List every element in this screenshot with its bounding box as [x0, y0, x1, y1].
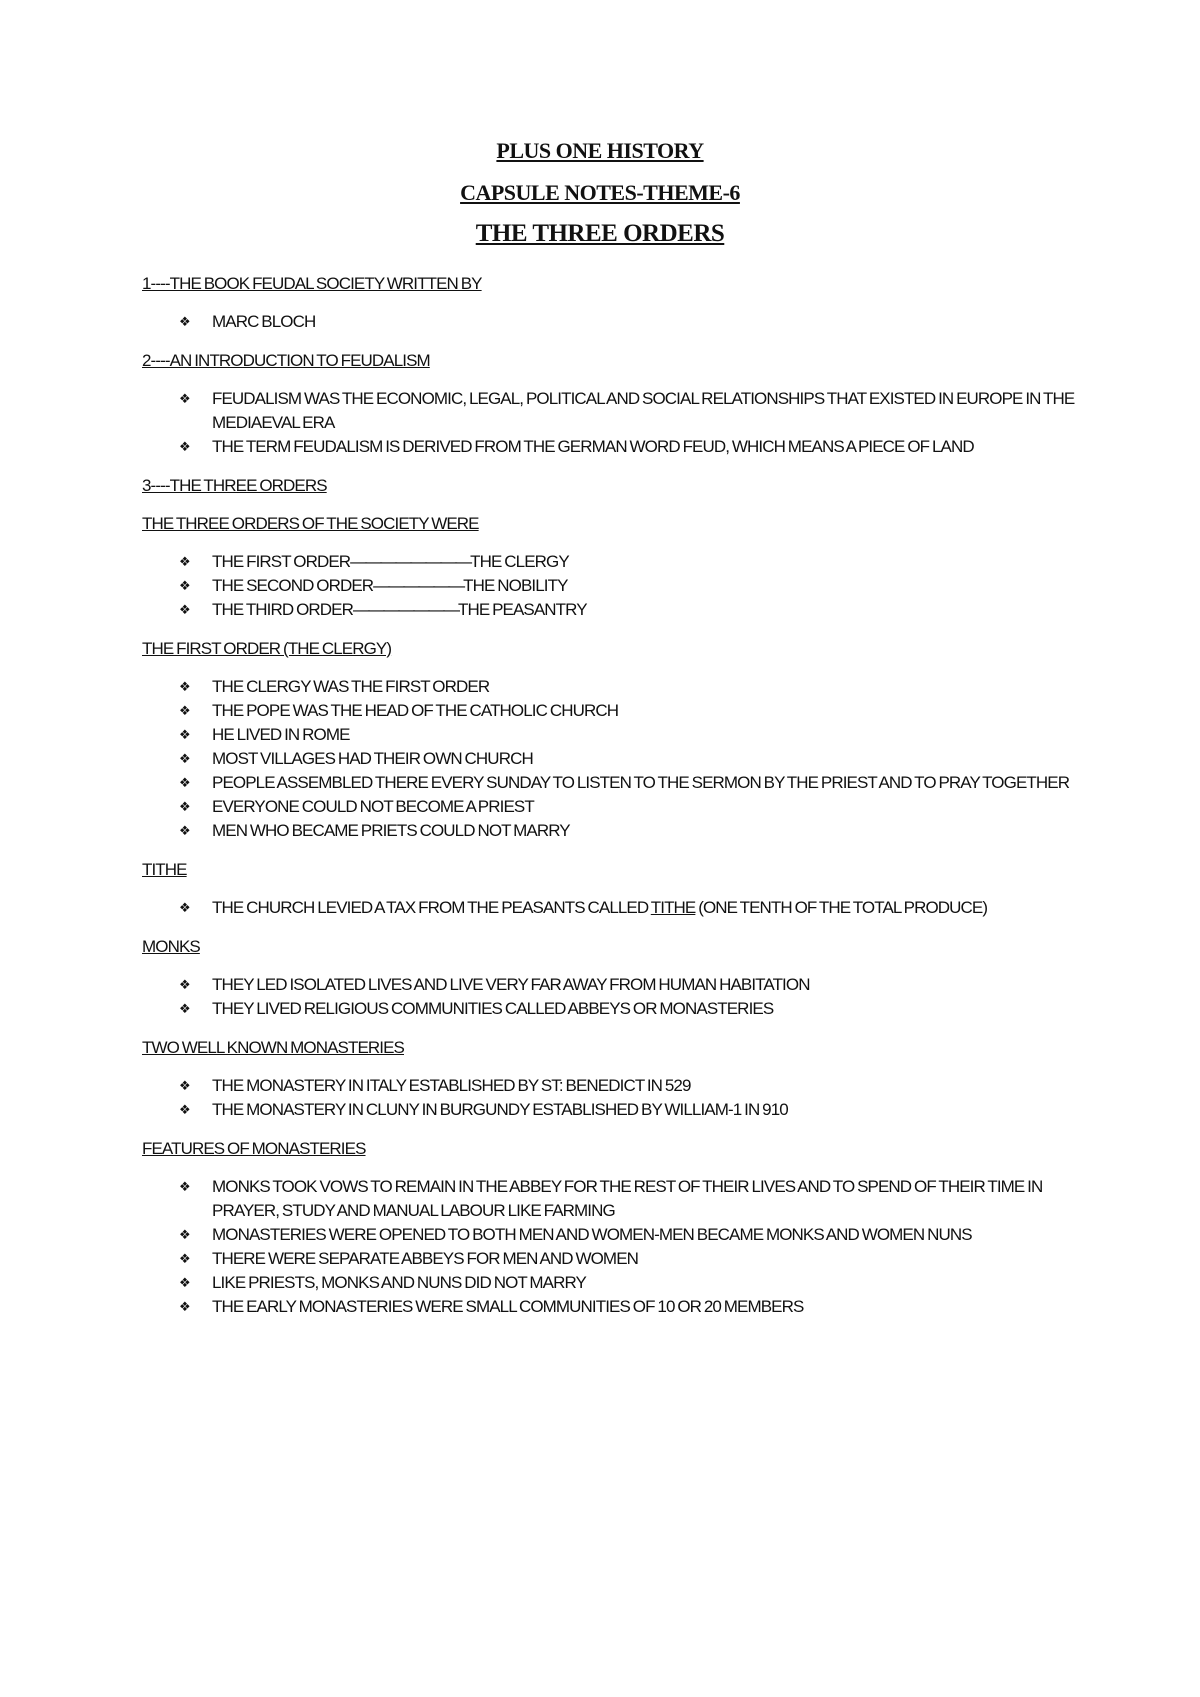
section-heading-introduction: 2----AN INTRODUCTION TO FEUDALISM	[142, 351, 430, 370]
diamond-bullet-icon: ❖	[179, 727, 190, 742]
tithe-term: TITHE	[650, 898, 696, 917]
bullet-list-introduction	[142, 387, 1082, 459]
diamond-bullet-icon: ❖	[179, 1179, 190, 1194]
list-item: ❖ THE EARLY MONASTERIES WERE SMALL COMMUNITIES OF 10 OR 20 MEMBERS	[212, 1295, 1082, 1319]
dash-separator: ———————	[352, 600, 458, 619]
list-item: ❖ EVERYONE COULD NOT BECOME A PRIEST	[212, 795, 1082, 819]
list-item: ❖ THERE WERE SEPARATE ABBEYS FOR MEN AND WOMEN	[212, 1247, 1082, 1271]
diamond-bullet-icon: ❖	[179, 1251, 190, 1266]
diamond-bullet-icon: ❖	[179, 314, 190, 329]
bullet-list-two-monasteries	[142, 1074, 1082, 1122]
section-heading-clergy: THE FIRST ORDER (THE CLERGY)	[142, 639, 392, 658]
diamond-bullet-icon: ❖	[179, 578, 190, 593]
list-item: ❖ PEOPLE ASSEMBLED THERE EVERY SUNDAY TO LISTEN TO THE SERMON BY THE PRIEST AND TO PRAY TOGETHER	[212, 771, 1082, 795]
diamond-bullet-icon: ❖	[179, 391, 190, 406]
diamond-bullet-icon: ❖	[179, 1078, 190, 1093]
list-item: ❖ THE THIRD ORDER———————THE PEASANTRY	[212, 598, 1082, 622]
dash-separator: ————————	[350, 552, 471, 571]
bullet-list-tithe	[142, 896, 1082, 920]
dash-separator: ——————	[373, 576, 464, 595]
document-body	[142, 272, 1082, 1334]
list-item: ❖ THE CLERGY WAS THE FIRST ORDER	[212, 675, 1082, 699]
diamond-bullet-icon: ❖	[179, 1275, 190, 1290]
section-heading-two-monasteries: TWO WELL KNOWN MONASTERIES	[142, 1038, 404, 1057]
notes-title: CAPSULE NOTES-THEME-6	[460, 180, 740, 205]
list-item: ❖ LIKE PRIESTS, MONKS AND NUNS DID NOT MARRY	[212, 1271, 1082, 1295]
bullet-list-clergy	[142, 675, 1082, 843]
list-item: ❖ MONKS TOOK VOWS TO REMAIN IN THE ABBEY FOR THE REST OF THEIR LIVES AND TO SPEND OF THEIR TIME IN PRAYER, STUDY AND MANUAL LABOUR LIKE FARMING	[179, 1177, 1043, 1220]
bullet-list-features	[142, 1175, 1082, 1319]
list-item: ❖ MARC BLOCH	[212, 310, 1082, 334]
diamond-bullet-icon: ❖	[179, 679, 190, 694]
list-item: ❖ MEN WHO BECAME PRIETS COULD NOT MARRY	[212, 819, 1082, 843]
diamond-bullet-icon: ❖	[179, 554, 190, 569]
list-item: ❖ THE MONASTERY IN CLUNY IN BURGUNDY ESTABLISHED BY WILLIAM-1 IN 910	[212, 1098, 1082, 1122]
diamond-bullet-icon: ❖	[179, 703, 190, 718]
list-item: ❖ FEUDALISM WAS THE ECONOMIC, LEGAL, POLITICAL AND SOCIAL RELATIONSHIPS THAT EXISTED IN EUROPE IN THE MEDIAEVAL ERA	[179, 389, 1075, 432]
list-item: ❖ THE MONASTERY IN ITALY ESTABLISHED BY ST: BENEDICT IN 529	[212, 1074, 1082, 1098]
list-item: ❖ THE TERM FEUDALISM IS DERIVED FROM THE GERMAN WORD FEUD, WHICH MEANS A PIECE OF LAND	[212, 435, 1082, 459]
list-item: ❖ THEY LIVED RELIGIOUS COMMUNITIES CALLED ABBEYS OR MONASTERIES	[212, 997, 1082, 1021]
section-heading-three-orders: 3----THE THREE ORDERS	[142, 476, 327, 495]
section-heading-tithe: TITHE	[142, 860, 187, 879]
diamond-bullet-icon: ❖	[179, 1227, 190, 1242]
document-header	[0, 136, 1200, 250]
bullet-list-book	[142, 310, 1082, 334]
section-heading-monks: MONKS	[142, 937, 200, 956]
list-item: ❖ THEY LED ISOLATED LIVES AND LIVE VERY FAR AWAY FROM HUMAN HABITATION	[212, 973, 1082, 997]
diamond-bullet-icon: ❖	[179, 775, 190, 790]
list-item: ❖ THE SECOND ORDER——————THE NOBILITY	[212, 574, 1082, 598]
diamond-bullet-icon: ❖	[179, 439, 190, 454]
subheading-orders-of-society: THE THREE ORDERS OF THE SOCIETY WERE	[142, 514, 479, 533]
list-item: ❖ HE LIVED IN ROME	[212, 723, 1082, 747]
diamond-bullet-icon: ❖	[179, 799, 190, 814]
theme-title: THE THREE ORDERS	[475, 220, 725, 247]
diamond-bullet-icon: ❖	[179, 1102, 190, 1117]
list-item: ❖ MONASTERIES WERE OPENED TO BOTH MEN AND WOMEN-MEN BECAME MONKS AND WOMEN NUNS	[212, 1223, 1082, 1247]
diamond-bullet-icon: ❖	[179, 602, 190, 617]
diamond-bullet-icon: ❖	[179, 900, 190, 915]
diamond-bullet-icon: ❖	[179, 1299, 190, 1314]
diamond-bullet-icon: ❖	[179, 751, 190, 766]
bullet-list-orders	[142, 550, 1082, 622]
diamond-bullet-icon: ❖	[179, 823, 190, 838]
course-title: PLUS ONE HISTORY	[496, 138, 704, 163]
bullet-list-monks	[142, 973, 1082, 1021]
list-item: ❖ THE CHURCH LEVIED A TAX FROM THE PEASANTS CALLED TITHE (ONE TENTH OF THE TOTAL PRODUCE)	[212, 896, 1082, 920]
diamond-bullet-icon: ❖	[179, 1001, 190, 1016]
diamond-bullet-icon: ❖	[179, 977, 190, 992]
section-heading-book: 1----THE BOOK FEUDAL SOCIETY WRITTEN BY	[142, 274, 482, 293]
list-item: ❖ THE POPE WAS THE HEAD OF THE CATHOLIC CHURCH	[212, 699, 1082, 723]
section-heading-features: FEATURES OF MONASTERIES	[142, 1139, 366, 1158]
list-item: ❖ THE FIRST ORDER————————THE CLERGY	[212, 550, 1082, 574]
list-item: ❖ MOST VILLAGES HAD THEIR OWN CHURCH	[212, 747, 1082, 771]
